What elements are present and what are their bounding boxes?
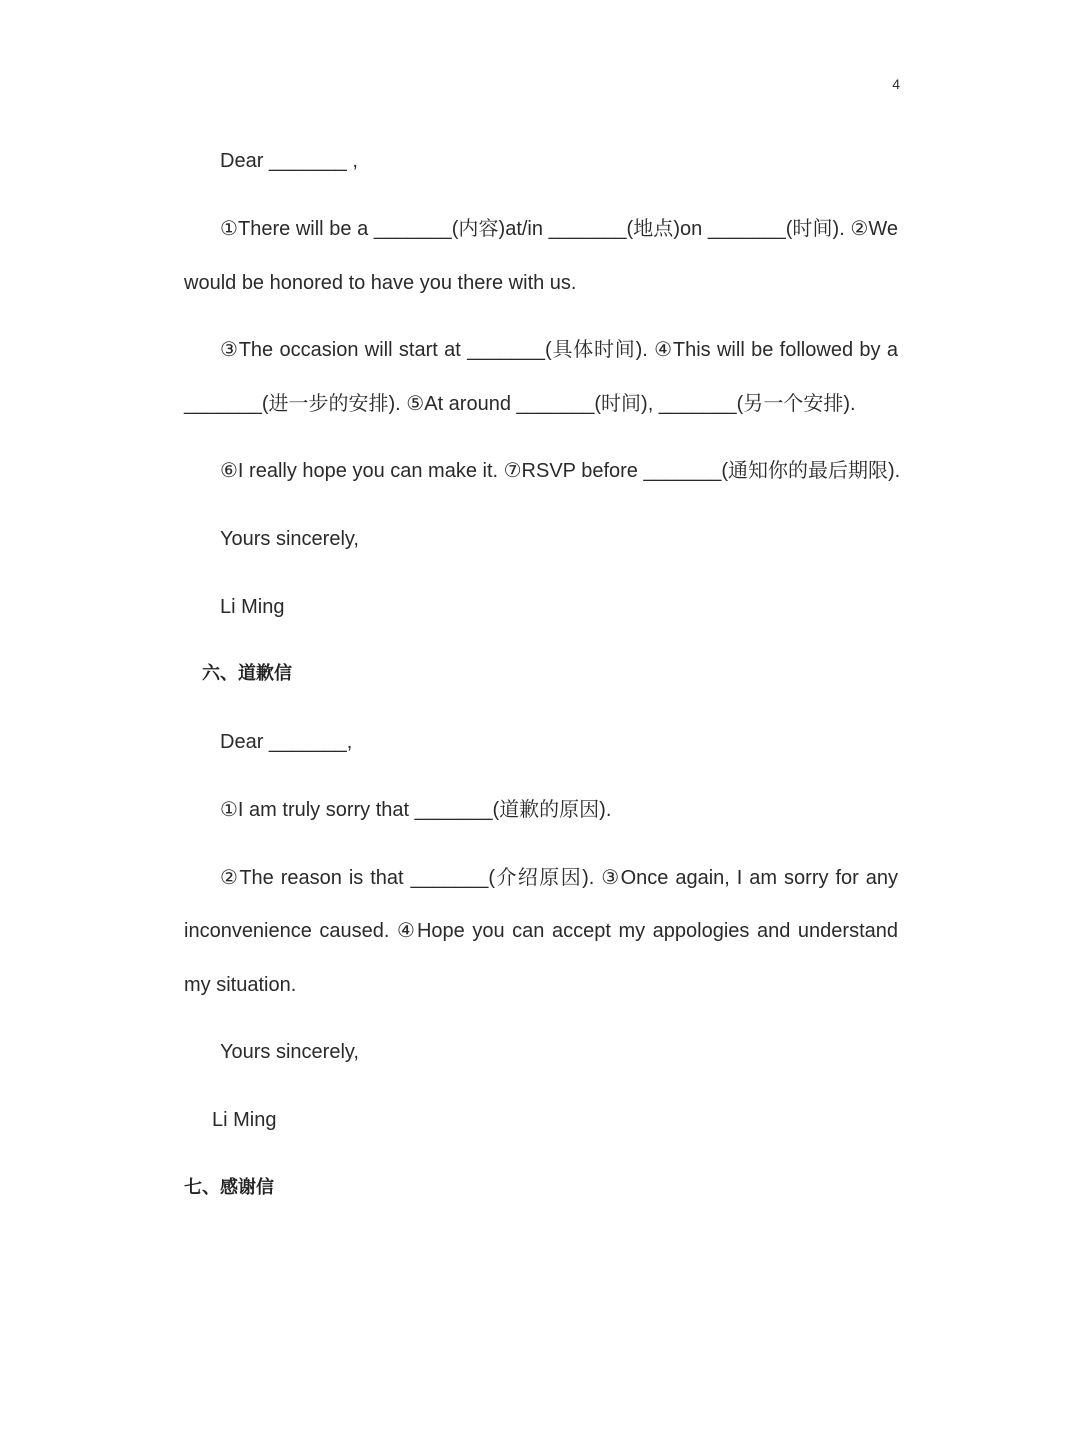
apology-signature: Li Ming: [212, 1109, 277, 1131]
section-7-heading: 七、感谢信: [184, 1177, 274, 1198]
invitation-paragraph-1-line-2: would be honored to have you there with us.: [184, 272, 577, 294]
invitation-closing: Yours sincerely,: [220, 528, 359, 550]
invitation-paragraph-1-line-1: ①There will be a _______(内容)at/in _______(地点)on _______(时间). ②We: [220, 218, 898, 240]
section-6-heading: 六、道歉信: [202, 663, 292, 684]
invitation-signature: Li Ming: [220, 596, 285, 618]
apology-closing: Yours sincerely,: [220, 1041, 359, 1063]
invitation-greeting: Dear _______ ,: [220, 150, 358, 172]
apology-paragraph-1: ①I am truly sorry that _______(道歉的原因).: [220, 799, 612, 821]
apology-paragraph-2-line-3: my situation.: [184, 974, 297, 996]
page-number: 4: [892, 76, 900, 92]
invitation-paragraph-2-line-1: ③The occasion will start at _______(具体时间). ④This will be followed by a: [220, 339, 898, 361]
apology-paragraph-2-line-2: inconvenience caused. ④Hope you can accept my appologies and understand: [184, 920, 898, 942]
invitation-paragraph-2-line-2: _______(进一步的安排). ⑤At around _______(时间), _______(另一个安排).: [184, 393, 856, 415]
invitation-paragraph-3: ⑥I really hope you can make it. ⑦RSVP before _______(通知你的最后期限).: [220, 460, 901, 482]
apology-greeting: Dear _______,: [220, 731, 353, 753]
apology-paragraph-2-line-1: ②The reason is that _______(介绍原因). ③Once again, I am sorry for any: [220, 867, 898, 889]
